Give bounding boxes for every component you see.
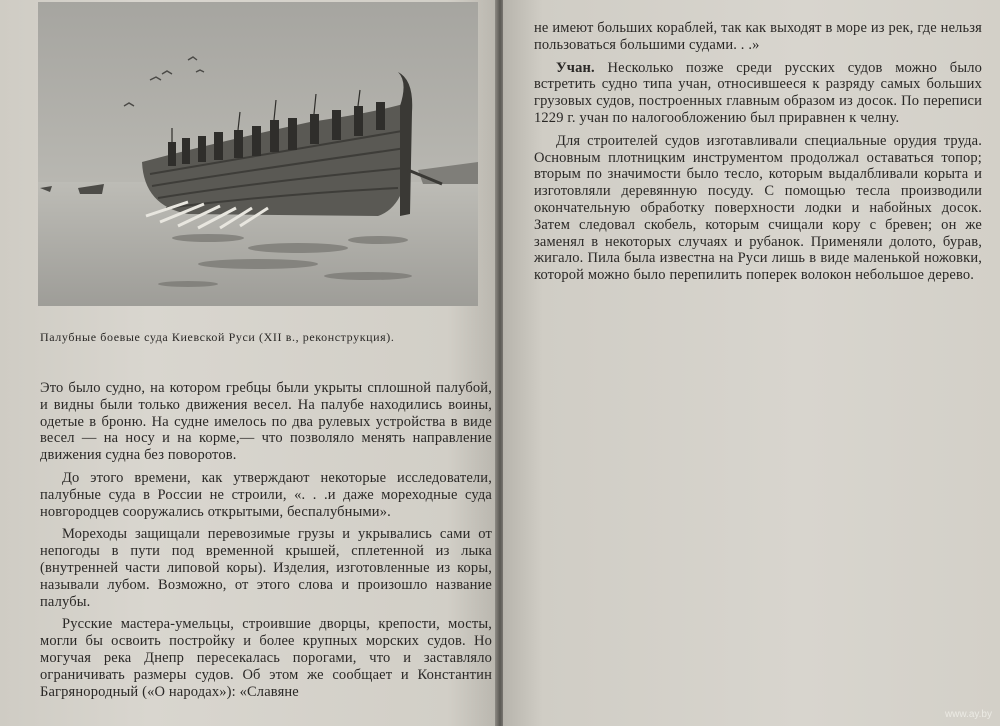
paragraph: До этого времени, как утверждают некоторые исследователи, палубные суда в России не строили, «. . .и даже мореходные суда новгородцев сооружались открытыми, беспалубными». <box>40 469 492 520</box>
left-page-text <box>40 380 492 706</box>
paragraph: Русские мастера-умельцы, строившие дворцы, крепости, мосты, могли бы освоить постройку и более крупных морских судов. Но могучая река Днепр пересекалась порогами, что и заставляло ограничивать размеры судов. Об этом же сообщает и Константин Багрянородный («О народах»): «Славяне <box>40 616 492 700</box>
right-page-text <box>534 20 982 290</box>
paragraph: Для строителей судов изготавливали специальные орудия труда. Основным плотницким инструментом продолжал оставаться топор; вторым по значимости было тесло, которым выдалбливали корыта и изготовляли деревянную посуду. С помощью тесла производили окончательную обработку поверхности лодки и набойных досок. Затем следовал скобель, которым счищали кору с бревен; он же заменял в некоторых случаях и рубанок. Применяли долото, бурав, жигало. Пила была известна на Руси лишь в виде маленькой ножовки, которой можно было перепилить поперек волокон небольшое дерево. <box>534 132 982 284</box>
decked-warship-drawing <box>38 2 478 306</box>
paragraph-ucan <box>534 60 982 127</box>
paragraph: не имеют больших кораблей, так как выходят в море из рек, где нельзя пользоваться большими судами. . .» <box>534 20 982 53</box>
ship-illustration <box>38 2 478 306</box>
right-page <box>503 0 1000 726</box>
illustration-caption: Палубные боевые суда Киевской Руси (XII в., реконструкция). <box>40 330 395 344</box>
paragraph: Это было судно, на котором гребцы были укрыты сплошной палубой, и видны были только движения весел. На палубе находились воины, одетые в броню. На судне имелось по два рулевых устройства в виде весел — на носу и на корме,— что позволяло менять направление движения судна без поворотов. <box>40 380 492 464</box>
left-page <box>0 0 497 726</box>
paragraph: Мореходы защищали перевозимые грузы и укрывались сами от непогоды в пути под временной крышей, сплетенной из лыка (внутренней части липовой коры). Изделия, изготовленные из коры, называли лубом. Возможно, от этого слова и произошло название палубы. <box>40 526 492 610</box>
watermark: www.ay.by <box>944 709 992 720</box>
term-ucan: Учан. <box>556 59 595 76</box>
ucan-description: Несколько позже среди русских судов можно было встретить судно типа учан, относившееся к разряду самых больших грузовых судов, построенных главным образом из досок. По переписи 1229 г. учан по налогообложению был приравнен к челну. <box>534 59 982 126</box>
